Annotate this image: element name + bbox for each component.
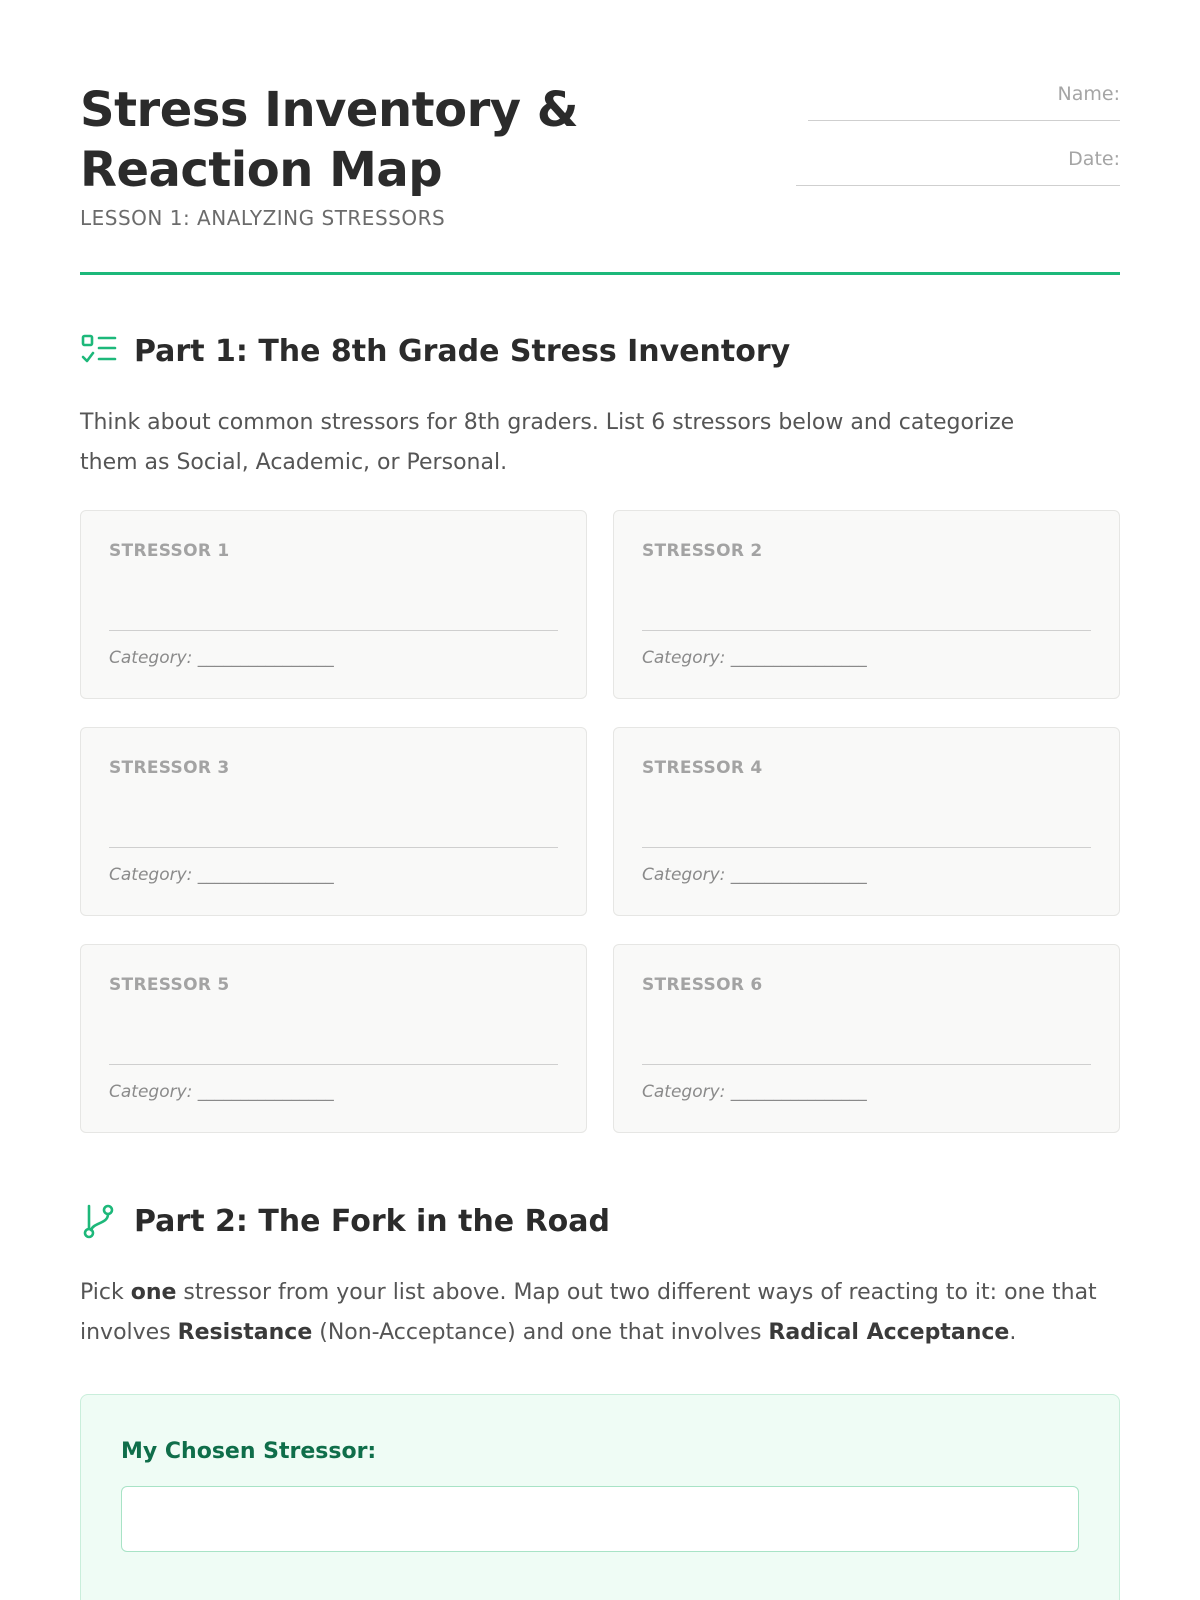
header-divider: [80, 272, 1120, 275]
stressor-card-3[interactable]: [80, 727, 587, 916]
intro-emphasis-one: one: [130, 1280, 177, 1305]
part1-intro-line2: them as Social, Academic, or Personal.: [80, 450, 508, 475]
stressor-write-line[interactable]: [642, 630, 1091, 631]
part1-intro-line1: Think about common stressors for 8th graders. List 6 stressors below and categorize: [80, 410, 1015, 435]
part1-instructions: [80, 403, 1120, 483]
stressor-write-line[interactable]: [109, 630, 558, 631]
title-line-2: Reaction Map: [80, 142, 443, 198]
stressor-write-line[interactable]: [642, 1064, 1091, 1065]
category-field[interactable]: Category: ________________: [642, 648, 867, 668]
intro-text: Pick: [80, 1280, 131, 1305]
intro-text: (Non-Acceptance) and one that involves: [312, 1320, 769, 1345]
date-line[interactable]: [796, 185, 1120, 186]
category-field[interactable]: Category: ________________: [109, 648, 334, 668]
stressor-write-line[interactable]: [642, 847, 1091, 848]
category-field[interactable]: Category: ________________: [109, 1082, 334, 1102]
stressor-label: STRESSOR 6: [642, 975, 763, 995]
checklist-icon: [80, 332, 118, 370]
part2-title: Part 2: The Fork in the Road: [134, 1203, 611, 1239]
fork-branch-icon: [80, 1202, 118, 1240]
stressor-label: STRESSOR 2: [642, 541, 763, 561]
intro-emphasis-radical-acceptance: Radical Acceptance: [768, 1320, 1010, 1345]
stressor-card-6[interactable]: [613, 944, 1120, 1133]
category-field[interactable]: Category: ________________: [109, 865, 334, 885]
intro-emphasis-resistance: Resistance: [177, 1320, 313, 1345]
stressor-card-2[interactable]: [613, 510, 1120, 699]
date-label: Date:: [1068, 148, 1120, 170]
title-line-1: Stress Inventory &: [80, 82, 579, 138]
lesson-subtitle: LESSON 1: ANALYZING STRESSORS: [80, 206, 446, 230]
stressor-label: STRESSOR 5: [109, 975, 230, 995]
intro-text: .: [1009, 1320, 1017, 1345]
stressor-label: STRESSOR 4: [642, 758, 763, 778]
stressor-card-1[interactable]: [80, 510, 587, 699]
header: [80, 80, 1120, 270]
part2-heading: [80, 1202, 610, 1240]
stressor-grid: [80, 510, 1120, 1133]
stressor-write-line[interactable]: [109, 1064, 558, 1065]
page-title: [80, 80, 640, 200]
chosen-stressor-input[interactable]: [121, 1486, 1079, 1552]
part2-instructions: [80, 1273, 1120, 1353]
chosen-stressor-label: My Chosen Stressor:: [121, 1439, 377, 1464]
chosen-stressor-panel: [80, 1394, 1120, 1600]
date-field[interactable]: [790, 145, 1120, 186]
category-field[interactable]: Category: ________________: [642, 1082, 867, 1102]
stressor-card-4[interactable]: [613, 727, 1120, 916]
category-field[interactable]: Category: ________________: [642, 865, 867, 885]
stressor-card-5[interactable]: [80, 944, 587, 1133]
part1-title: Part 1: The 8th Grade Stress Inventory: [134, 333, 791, 369]
stressor-label: STRESSOR 3: [109, 758, 230, 778]
intro-text: stressor from your list above. Map out two different ways of reacting to it: one that involves: [80, 1280, 1097, 1345]
name-field[interactable]: [790, 80, 1120, 121]
student-info: [790, 80, 1120, 210]
stressor-label: STRESSOR 1: [109, 541, 230, 561]
name-line[interactable]: [808, 120, 1120, 121]
stressor-write-line[interactable]: [109, 847, 558, 848]
name-label: Name:: [1057, 83, 1120, 105]
part1-heading: [80, 332, 790, 370]
